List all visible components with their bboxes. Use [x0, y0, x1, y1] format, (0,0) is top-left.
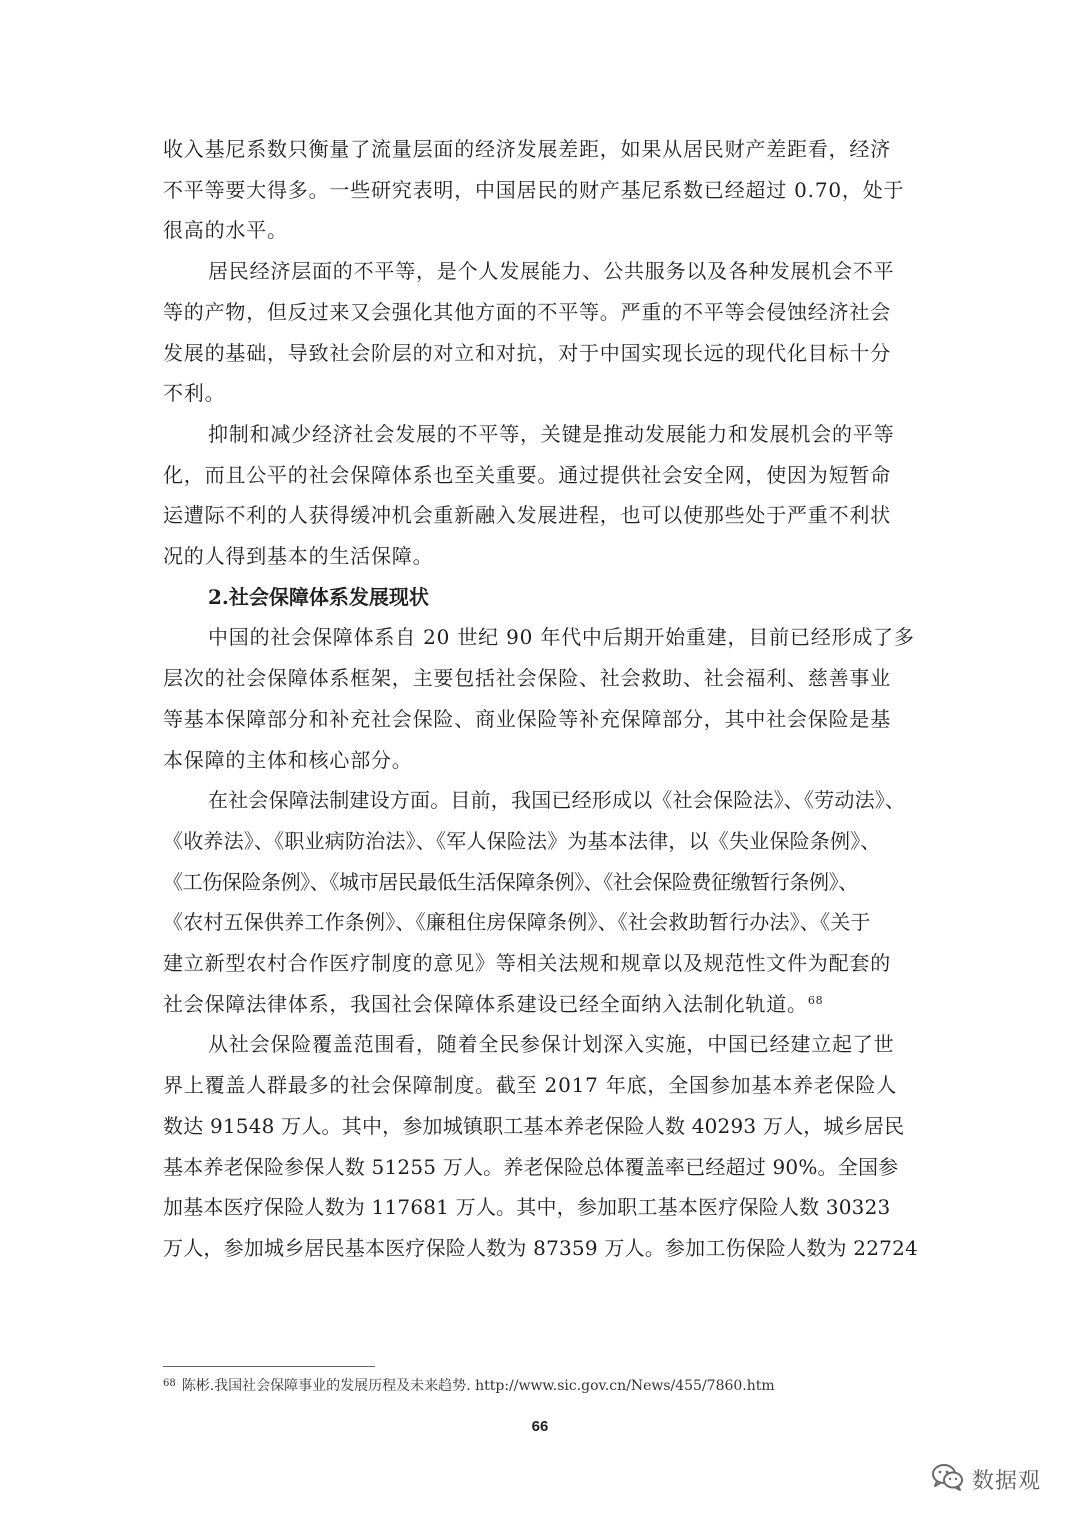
footnote-number: 68	[163, 1378, 176, 1389]
text-line: 数达 91548 万人。其中，参加城镇职工基本养老保险人数 40293 万人，城乡居民	[163, 1113, 905, 1138]
wechat-icon	[930, 1462, 966, 1496]
text-line: 界上覆盖人群最多的社会保障制度。截至 2017 年底，全国参加基本养老保险人	[163, 1073, 898, 1098]
text-line: 居民经济层面的不平等，是个人发展能力、公共服务以及各种发展机会不平	[208, 259, 895, 284]
footnote-divider	[163, 1366, 375, 1367]
text-line: 抑制和减少经济社会发展的不平等，关键是推动发展能力和发展机会的平等	[208, 421, 895, 446]
section-heading: 2.社会保障体系发展现状	[208, 584, 429, 609]
text-line: 从社会保险覆盖范围看，随着全民参保计划深入实施，中国已经建立起了世	[208, 1032, 895, 1057]
text-line: 运遭际不利的人获得缓冲机会重新融入发展进程，也可以使那些处于严重不利状	[163, 503, 891, 528]
text-line: 《工伤保险条例》、《城市居民最低生活保障条例》、《社会保险费征缴暂行条例》、	[163, 869, 858, 894]
text-line: 本保障的主体和核心部分。	[163, 747, 413, 772]
footnote	[163, 1376, 919, 1396]
text-line: 基本养老保险参保人数 51255 万人。养老保险总体覆盖率已经超过 90%。全国参	[163, 1154, 899, 1179]
watermark-text: 数据观	[972, 1468, 1042, 1494]
text-line: 在社会保障法制建设方面。目前，我国已经形成以《社会保险法》、《劳动法》、	[208, 788, 906, 813]
watermark	[930, 1462, 1070, 1496]
text-line: 等的产物，但反过来又会强化其他方面的不平等。严重的不平等会侵蚀经济社会	[163, 299, 891, 324]
page-body	[163, 129, 919, 1269]
text-line: 《收养法》、《职业病防治法》、《军人保险法》为基本法律，以《失业保险条例》、	[163, 828, 881, 853]
text-line: 等基本保障部分和补充社会保险、商业保险等补充保障部分，其中社会保险是基	[163, 706, 891, 731]
paragraph-6	[163, 1024, 919, 1268]
paragraph-2	[163, 251, 919, 414]
text-line: 发展的基础，导致社会阶层的对立和对抗，对于中国实现长远的现代化目标十分	[163, 340, 891, 365]
text-line: 很高的水平。	[163, 218, 288, 243]
text-line: 社会保障法律体系，我国社会保障体系建设已经全面纳入法制化轨道。	[163, 991, 808, 1016]
paragraph-4	[163, 617, 919, 780]
text-line: 万人，参加城乡居民基本医疗保险人数为 87359 万人。参加工伤保险人数为 22724	[163, 1235, 918, 1260]
paragraph-5	[163, 780, 919, 1024]
footnote-text: 陈彬.我国社会保障事业的发展历程及未来趋势. http://www.sic.gov.cn/News/455/7860.htm	[181, 1378, 775, 1394]
paragraph-3	[163, 414, 919, 577]
paragraph-1	[163, 129, 919, 251]
text-line: 不平等要大得多。一些研究表明，中国居民的财产基尼系数已经超过 0.70，处于	[163, 177, 905, 202]
page-number: 66	[531, 1418, 549, 1435]
text-line: 况的人得到基本的生活保障。	[163, 544, 434, 569]
text-line: 《农村五保供养工作条例》、《廉租住房保障条例》、《社会救助暂行办法》、《关于	[163, 910, 871, 935]
text-line: 不利。	[163, 381, 226, 406]
text-line: 收入基尼系数只衡量了流量层面的经济发展差距，如果从居民财产差距看，经济	[163, 137, 891, 161]
text-line-with-ref	[163, 984, 919, 1025]
text-line: 化，而且公平的社会保障体系也至关重要。通过提供社会安全网，使因为短暂命	[163, 462, 891, 487]
footnote-ref[interactable]: 68	[807, 993, 824, 1007]
text-line: 层次的社会保障体系框架，主要包括社会保险、社会救助、社会福利、慈善事业	[163, 666, 891, 691]
text-line: 加基本医疗保险人数为 117681 万人。其中，参加职工基本医疗保险人数 30323	[163, 1195, 891, 1220]
text-line: 建立新型农村合作医疗制度的意见》等相关法规和规章以及规范性文件为配套的	[163, 951, 891, 976]
text-line: 中国的社会保障体系自 20 世纪 90 年代中后期开始重建，目前已经形成了多	[208, 625, 915, 650]
